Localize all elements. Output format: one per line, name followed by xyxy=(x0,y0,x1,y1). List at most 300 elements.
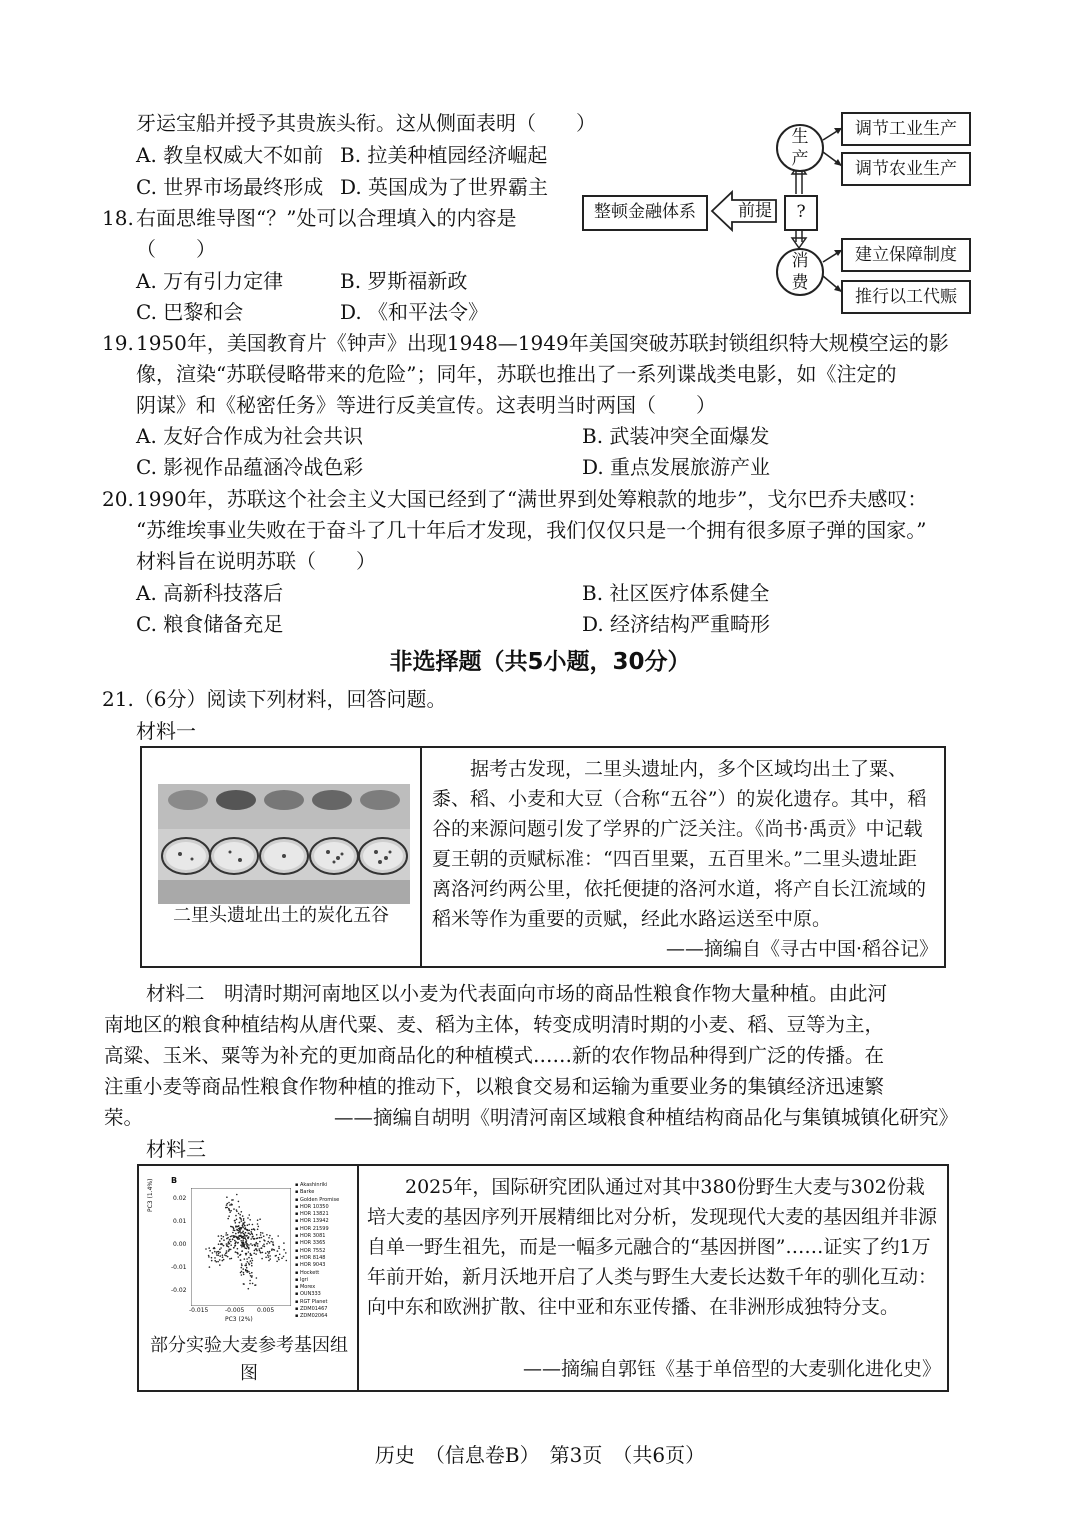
scatter-point xyxy=(259,1218,261,1220)
scatter-point xyxy=(265,1252,267,1254)
scatter-point xyxy=(243,1223,245,1225)
scatter-point xyxy=(257,1219,259,1221)
q18-option-b: B. 罗斯福新政 xyxy=(340,269,468,293)
scatter-point xyxy=(250,1231,252,1233)
scatter-point xyxy=(229,1243,231,1245)
scatter-point xyxy=(240,1245,242,1247)
scatter-point xyxy=(241,1220,243,1222)
scatter-point xyxy=(248,1257,250,1259)
scatter-point xyxy=(249,1283,251,1285)
scatter-point xyxy=(232,1232,234,1234)
material-1-box xyxy=(140,746,946,968)
scatter-point xyxy=(238,1238,240,1240)
scatter-point xyxy=(263,1235,265,1237)
q20-option-d: D. 经济结构严重畸形 xyxy=(582,612,771,636)
scatter-point xyxy=(245,1253,247,1255)
scatter-point xyxy=(240,1240,242,1242)
scatter-point xyxy=(250,1275,252,1277)
scatter-point xyxy=(285,1252,287,1254)
mindmap-arrow-label: 前提 xyxy=(738,201,772,221)
scatter-point xyxy=(251,1258,253,1260)
scatter-point xyxy=(208,1247,210,1249)
scatter-point xyxy=(209,1266,211,1268)
mindmap-box-security: 建立保障制度 xyxy=(841,238,971,272)
scatter-point xyxy=(251,1233,253,1235)
scatter-point xyxy=(271,1238,273,1240)
scatter-point xyxy=(259,1241,261,1243)
material-3-citation: ——摘编自郭钰《基于单倍型的大麦驯化进化史》 xyxy=(522,1358,941,1380)
scatter-point xyxy=(235,1222,237,1224)
scatter-point xyxy=(269,1235,271,1237)
scatter-point xyxy=(234,1220,236,1222)
scatter-point xyxy=(242,1231,244,1233)
scatter-point xyxy=(262,1232,264,1234)
scatter-point xyxy=(237,1230,239,1232)
scatter-point xyxy=(266,1243,268,1245)
scatter-point xyxy=(218,1251,220,1253)
scatter-point xyxy=(268,1252,270,1254)
scatter-point xyxy=(226,1204,228,1206)
scatter-point xyxy=(239,1236,241,1238)
scatter-point xyxy=(261,1258,263,1260)
q18-number: 18. xyxy=(102,206,134,230)
scatter-point xyxy=(211,1257,213,1259)
scatter-point xyxy=(260,1247,262,1249)
scatter-point xyxy=(255,1248,257,1250)
scatter-point xyxy=(226,1232,228,1234)
section-title: 非选择题（共5小题，30分） xyxy=(389,649,691,675)
scatter-point xyxy=(221,1243,223,1245)
scatter-point xyxy=(252,1224,254,1226)
scatter-point xyxy=(227,1256,229,1258)
scatter-point xyxy=(267,1241,269,1243)
scatter-point xyxy=(234,1235,236,1237)
scatter-point xyxy=(226,1207,228,1209)
scatter-point xyxy=(249,1234,251,1236)
scatter-point xyxy=(241,1236,243,1238)
scatter-point xyxy=(248,1233,250,1235)
scatter-point xyxy=(228,1202,230,1204)
scatter-point xyxy=(232,1239,234,1241)
scatter-point xyxy=(223,1245,225,1247)
scatter-point xyxy=(238,1206,240,1208)
scatter-point xyxy=(275,1255,277,1257)
scatter-point xyxy=(219,1255,221,1257)
scatter-point xyxy=(226,1243,228,1245)
scatter-point xyxy=(250,1243,252,1245)
scatter-point xyxy=(261,1237,263,1239)
scatter-point xyxy=(238,1201,240,1203)
scatter-point xyxy=(251,1275,253,1277)
scatter-point xyxy=(242,1225,244,1227)
scatter-point xyxy=(268,1237,270,1239)
scatter-point xyxy=(233,1247,235,1249)
scatter-point xyxy=(218,1253,220,1255)
scatter-point xyxy=(267,1254,269,1256)
scatter-point xyxy=(277,1235,279,1237)
q19-option-b: B. 武装冲突全面爆发 xyxy=(582,424,770,448)
q18-blank: （ ） xyxy=(136,237,216,261)
scatter-point xyxy=(262,1252,264,1254)
scatter-point xyxy=(273,1249,275,1251)
scatter-point xyxy=(227,1243,229,1245)
scatter-point xyxy=(223,1236,225,1238)
scatter-point xyxy=(234,1240,236,1242)
page-footer: 历史 （信息卷B） 第3页 （共6页） xyxy=(374,1443,706,1467)
scatter-point xyxy=(256,1277,258,1279)
scatter-point xyxy=(221,1235,223,1237)
scatter-point xyxy=(249,1273,251,1275)
scatter-point xyxy=(257,1243,259,1245)
scatter-point xyxy=(235,1226,237,1228)
scatter-point xyxy=(222,1256,224,1258)
scatter-point xyxy=(219,1252,221,1254)
material-2-line-5: 荣。 xyxy=(104,1106,144,1129)
q19-option-c: C. 影视作品蕴涵冷战色彩 xyxy=(136,455,364,479)
plot-legend-item: ▪ HOR 3365 xyxy=(295,1240,326,1247)
scatter-point xyxy=(255,1245,257,1247)
material-1-citation: ——摘编自《寻古中国·稻谷记》 xyxy=(665,938,938,960)
q19-option-a: A. 友好合作成为社会共识 xyxy=(136,424,364,448)
scatter-point xyxy=(260,1232,262,1234)
q18-option-a: A. 万有引力定律 xyxy=(136,269,284,293)
q19-line-2: 像，渲染“苏联侵略带来的危险”；同年，苏联也推出了一系列谍战类电影，如《注定的 xyxy=(136,362,897,386)
scatter-point xyxy=(245,1263,247,1265)
q17-stem-line: 牙运宝船并授予其贵族头衔。这从侧面表明（ ） xyxy=(136,111,596,135)
scatter-point xyxy=(263,1244,265,1246)
q19-number: 19. xyxy=(102,331,134,355)
scatter-point xyxy=(256,1250,258,1252)
q18-stem: 右面思维导图“？”处可以合理填入的内容是 xyxy=(136,206,517,230)
scatter-point xyxy=(227,1203,229,1205)
scatter-point xyxy=(240,1259,242,1261)
scatter-point xyxy=(219,1249,221,1251)
scatter-point xyxy=(241,1274,243,1276)
scatter-point xyxy=(247,1243,249,1245)
scatter-point xyxy=(244,1237,246,1239)
plot-ylabel-text: PC3 (1.4%) xyxy=(147,1178,154,1212)
scatter-point xyxy=(216,1261,218,1263)
plot-legend-item: ▪ HOR 7552 xyxy=(295,1247,326,1254)
plot-legend-item: ▪ HOR 21599 xyxy=(295,1225,329,1232)
scatter-point xyxy=(283,1256,285,1258)
mindmap-production-circle xyxy=(776,124,824,172)
consumption-char-2: 费 xyxy=(791,273,809,293)
plot-legend-item: ▪ Golden Promise xyxy=(295,1196,340,1203)
scatter-point xyxy=(252,1236,254,1238)
scatter-point xyxy=(208,1256,210,1258)
q19-line-3: 阴谋》和《秘密任务》等进行反美宣传。这表明当时两国（ ） xyxy=(136,393,716,417)
scatter-point xyxy=(264,1240,266,1242)
scatter-point xyxy=(236,1219,238,1221)
scatter-point xyxy=(254,1250,256,1252)
scatter-point xyxy=(247,1237,249,1239)
scatter-point xyxy=(278,1257,280,1259)
scatter-point xyxy=(224,1254,226,1256)
scatter-point xyxy=(239,1229,241,1231)
scatter-point xyxy=(257,1237,259,1239)
scatter-point xyxy=(208,1255,210,1257)
material-3-divider xyxy=(357,1166,359,1390)
plot-legend-item: ▪ HOR 13821 xyxy=(295,1211,329,1218)
scatter-point xyxy=(218,1235,220,1237)
material-3-label: 材料三 xyxy=(146,1137,206,1161)
scatter-point xyxy=(249,1230,251,1232)
scatter-point xyxy=(226,1245,228,1247)
scatter-point xyxy=(243,1218,245,1220)
scatter-point xyxy=(219,1259,221,1261)
scatter-point xyxy=(248,1244,250,1246)
scatter-point xyxy=(229,1211,231,1213)
scatter-point xyxy=(216,1251,218,1253)
scatter-point xyxy=(230,1210,232,1212)
scatter-point xyxy=(248,1247,250,1249)
production-char-2: 产 xyxy=(791,149,809,169)
scatter-point xyxy=(269,1242,271,1244)
scatter-point xyxy=(276,1261,278,1263)
q20-number: 20. xyxy=(102,487,134,511)
scatter-point xyxy=(225,1234,227,1236)
scatter-point xyxy=(237,1226,239,1228)
scatter-point xyxy=(242,1240,244,1242)
scatter-point xyxy=(233,1208,235,1210)
scatter-point xyxy=(225,1207,227,1209)
plot-legend xyxy=(295,1182,339,1321)
scatter-point xyxy=(234,1245,236,1247)
scatter-point xyxy=(205,1248,207,1250)
scatter-point xyxy=(229,1239,231,1241)
material-2-line-2: 南地区的粮食种植结构从唐代粟、麦、稻为主体，转变成明清时期的小麦、稻、豆等为主， xyxy=(104,1013,885,1036)
barley-genome-plot xyxy=(145,1170,353,1328)
scatter-point xyxy=(217,1255,219,1257)
q18-option-d: D. 《和平法令》 xyxy=(340,300,489,324)
scatter-point xyxy=(243,1283,245,1285)
consumption-char-1: 消 xyxy=(791,251,809,271)
scatter-point xyxy=(222,1254,224,1256)
scatter-point xyxy=(281,1257,283,1259)
material-3-text: 2025年，国际研究团队通过对其中380份野生大麦与302份栽培大麦的基因序列开展精细比对分析，发现现代大麦的基因组并非源自单一野生祖先，而是一幅多元融合的“基因拼图”……证实了约1万年前开始，新月沃地开启了人类与野生大麦长达数千年的驯化互动：向中东和欧洲扩散、往中亚和东亚传播、在非洲形成独特分支。 xyxy=(367,1176,938,1318)
scatter-point xyxy=(227,1218,229,1220)
scatter-point xyxy=(226,1196,228,1198)
scatter-point xyxy=(245,1228,247,1230)
scatter-point xyxy=(229,1204,231,1206)
scatter-point xyxy=(248,1251,250,1253)
scatter-point xyxy=(219,1240,221,1242)
scatter-point xyxy=(268,1256,270,1258)
scatter-point xyxy=(212,1252,214,1254)
plot-ytick-2: 0.01 xyxy=(173,1218,187,1225)
material-3-box xyxy=(137,1164,949,1392)
mindmap-question-box: ? xyxy=(784,195,818,231)
scatter-point xyxy=(277,1250,279,1252)
scatter-point xyxy=(249,1280,251,1282)
scatter-point xyxy=(227,1237,229,1239)
scatter-point xyxy=(246,1267,248,1269)
plot-ytick-4: -0.01 xyxy=(171,1264,187,1271)
scatter-point xyxy=(237,1237,239,1239)
scatter-point xyxy=(262,1245,264,1247)
scatter-point xyxy=(251,1265,253,1267)
q20-line-3: 材料旨在说明苏联（ ） xyxy=(136,549,376,573)
plot-legend-item: ▪ RGT Planet xyxy=(295,1298,328,1305)
plot-ytick-5: -0.02 xyxy=(171,1287,187,1294)
scatter-point xyxy=(246,1240,248,1242)
scatter-point xyxy=(256,1234,258,1236)
scatter-point xyxy=(238,1232,240,1234)
plot-xtick-3: 0.005 xyxy=(257,1307,275,1314)
scatter-point xyxy=(252,1260,254,1262)
scatter-point xyxy=(230,1226,232,1228)
scatter-point xyxy=(283,1249,285,1251)
scatter-point xyxy=(237,1242,239,1244)
scatter-point xyxy=(223,1239,225,1241)
plot-legend-item: ▪ OUN333 xyxy=(295,1291,321,1298)
scatter-point xyxy=(260,1234,262,1236)
scatter-point xyxy=(248,1271,250,1273)
scatter-point xyxy=(209,1250,211,1252)
scatter-point xyxy=(250,1253,252,1255)
q20-option-b: B. 社区医疗体系健全 xyxy=(582,581,770,605)
scatter-point xyxy=(249,1214,251,1216)
scatter-point xyxy=(247,1261,249,1263)
scatter-point xyxy=(234,1230,236,1232)
scatter-point xyxy=(248,1288,250,1290)
scatter-point xyxy=(247,1224,249,1226)
scatter-point xyxy=(240,1232,242,1234)
scatter-point xyxy=(230,1249,232,1251)
q21-stem: 21.（6分）阅读下列材料，回答问题。 xyxy=(102,687,447,711)
scatter-point xyxy=(235,1242,237,1244)
plot-legend-item: ▪ Igri xyxy=(295,1276,309,1283)
q18-option-c: C. 巴黎和会 xyxy=(136,300,244,324)
scatter-point xyxy=(278,1259,280,1261)
scatter-point xyxy=(243,1236,245,1238)
scatter-point xyxy=(228,1215,230,1217)
scatter-point xyxy=(270,1241,272,1243)
scatter-point xyxy=(251,1254,253,1256)
scatter-point xyxy=(244,1225,246,1227)
mindmap-box-agriculture: 调节农业生产 xyxy=(841,152,971,186)
plot-legend-item: ▪ Hockett xyxy=(295,1269,320,1276)
scatter-point xyxy=(237,1253,239,1255)
q19-line-1: 1950年，美国教育片《钟声》出现1948—1949年美国突破苏联封锁组织特大规模空运的影 xyxy=(136,331,949,355)
scatter-point xyxy=(238,1256,240,1258)
material-2-line-3: 高粱、玉米、粟等为补充的更加商品化的种植模式……新的农作物品种得到广泛的传播。在 xyxy=(104,1044,885,1067)
scatter-point xyxy=(269,1255,271,1257)
scatter-point xyxy=(239,1222,241,1224)
q17-option-c: C. 世界市场最终形成 xyxy=(136,175,324,199)
plot-legend-item: ▪ HOR 3081 xyxy=(295,1233,326,1240)
scatter-point xyxy=(247,1229,249,1231)
scatter-point xyxy=(286,1260,288,1262)
scatter-point xyxy=(242,1250,244,1252)
q20-line-1: 1990年，苏联这个社会主义大国已经到了“满世界到处筹粮款的地步”，戈尔巴乔夫感叹： xyxy=(136,487,928,511)
scatter-point xyxy=(250,1238,252,1240)
scatter-point xyxy=(249,1219,251,1221)
scatter-point xyxy=(223,1259,225,1261)
scatter-point xyxy=(230,1241,232,1243)
scatter-point xyxy=(248,1224,250,1226)
material-2-citation: ——摘编自胡明《明清河南区域粮食种植结构商品化与集镇城镇化研究》 xyxy=(334,1106,959,1129)
scatter-point xyxy=(241,1271,243,1273)
scatter-point xyxy=(211,1260,213,1262)
scatter-point xyxy=(228,1241,230,1243)
scatter-point xyxy=(247,1217,249,1219)
scatter-point xyxy=(250,1260,252,1262)
q17-option-a: A. 教皇权威大不如前 xyxy=(136,143,324,167)
q17-option-d: D. 英国成为了世界霸主 xyxy=(340,175,549,199)
scatter-point xyxy=(227,1234,229,1236)
scatter-point xyxy=(245,1232,247,1234)
scatter-point xyxy=(271,1248,273,1250)
scatter-point xyxy=(258,1226,260,1228)
scatter-point xyxy=(218,1243,220,1245)
scatter-point xyxy=(242,1243,244,1245)
plot-xtick-2: -0.005 xyxy=(225,1307,245,1314)
scatter-point xyxy=(233,1235,235,1237)
plot-legend-item: ▪ Akashinriki xyxy=(295,1182,328,1188)
plot-xlabel: PC3 (2%) xyxy=(225,1316,253,1323)
plot-ytick-3: 0.00 xyxy=(173,1241,187,1248)
scatter-point xyxy=(269,1258,271,1260)
scatter-point xyxy=(259,1237,261,1239)
plot-legend-item: ▪ HOR 13942 xyxy=(295,1218,329,1225)
scatter-point xyxy=(243,1274,245,1276)
scatter-point xyxy=(241,1263,243,1265)
production-char-1: 生 xyxy=(791,127,809,147)
scatter-point xyxy=(222,1260,224,1262)
plot-legend-item: ▪ Morex xyxy=(295,1284,316,1291)
scatter-point xyxy=(242,1268,244,1270)
scatter-point xyxy=(216,1254,218,1256)
plot-legend-item: ▪ HOR 8148 xyxy=(295,1254,326,1261)
mindmap-consumption-circle xyxy=(776,248,824,296)
scatter-point xyxy=(272,1241,274,1243)
scatter-point xyxy=(236,1209,238,1211)
scatter-point xyxy=(214,1257,216,1259)
scatter-point xyxy=(268,1260,270,1262)
material-2-line-4: 注重小麦等商品性粮食作物种植的推动下，以粮食交易和运输为重要业务的集镇经济迅速繁 xyxy=(104,1075,885,1098)
plot-panel-label: B xyxy=(171,1176,178,1185)
scatter-point xyxy=(237,1248,239,1250)
scatter-point xyxy=(219,1264,221,1266)
scatter-point xyxy=(245,1269,247,1271)
scatter-point xyxy=(245,1247,247,1249)
scatter-point xyxy=(259,1251,261,1253)
scatter-point xyxy=(266,1234,268,1236)
mindmap-box-industry: 调节工业生产 xyxy=(841,112,971,146)
scatter-point xyxy=(242,1215,244,1217)
scatter-point xyxy=(239,1214,241,1216)
scatter-point xyxy=(242,1227,244,1229)
scatter-point xyxy=(243,1272,245,1274)
scatter-point xyxy=(254,1229,256,1231)
scatter-point xyxy=(252,1245,254,1247)
plot-legend-item: ▪ Barke xyxy=(295,1189,315,1196)
scatter-point xyxy=(236,1229,238,1231)
scatter-point xyxy=(258,1248,260,1250)
scatter-point xyxy=(251,1262,253,1264)
scatter-point xyxy=(217,1261,219,1263)
scatter-point xyxy=(241,1211,243,1213)
scatter-point xyxy=(235,1215,237,1217)
scatter-point xyxy=(257,1245,259,1247)
scatter-point xyxy=(246,1271,248,1273)
q20-option-a: A. 高新科技落后 xyxy=(136,581,284,605)
scatter-point xyxy=(248,1262,250,1264)
scatter-point xyxy=(228,1250,230,1252)
charred-grains-photo xyxy=(158,784,410,904)
